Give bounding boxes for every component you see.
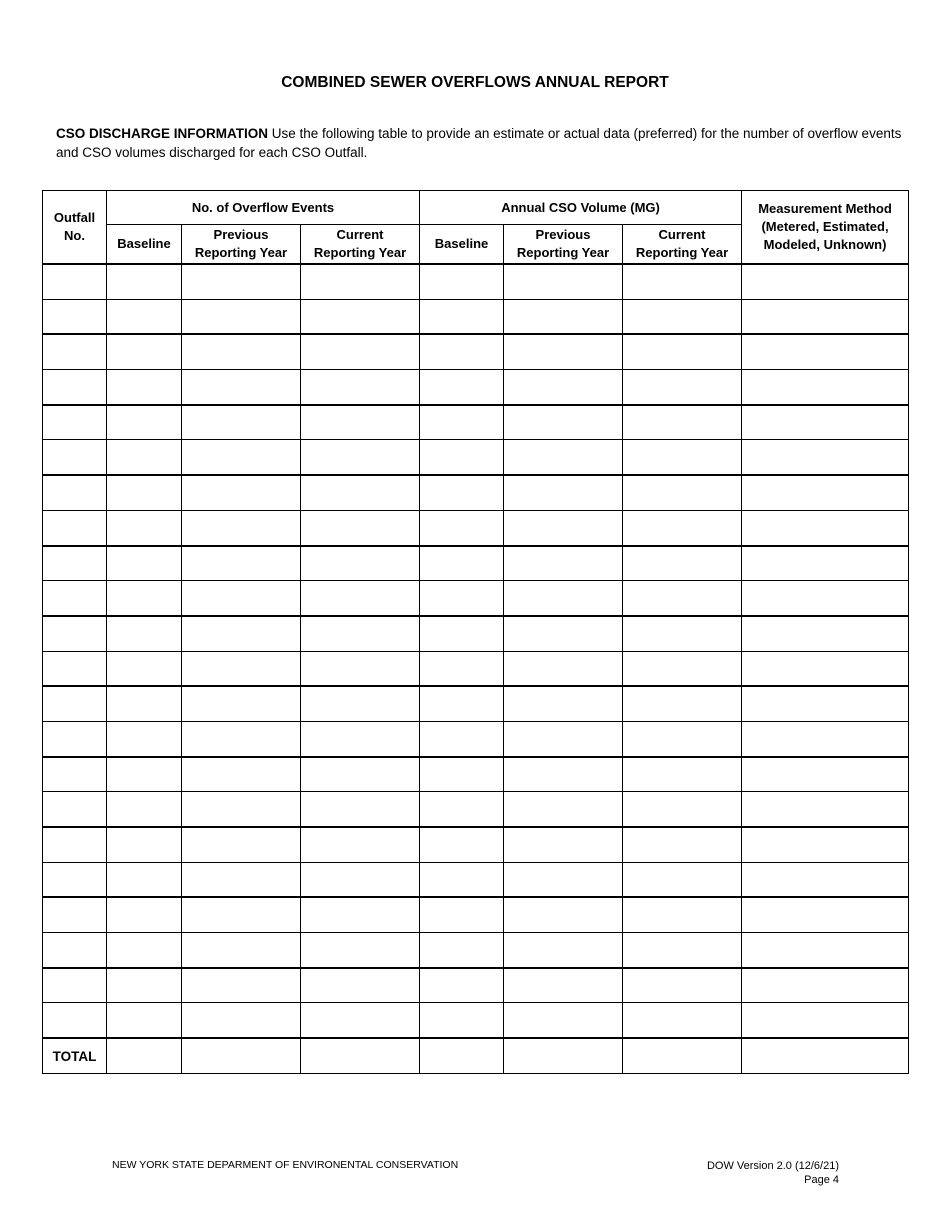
entry-cell[interactable] bbox=[107, 757, 182, 792]
entry-cell[interactable] bbox=[301, 1003, 420, 1038]
entry-cell[interactable] bbox=[504, 757, 623, 792]
entry-cell[interactable] bbox=[742, 581, 909, 616]
entry-cell[interactable] bbox=[182, 405, 301, 440]
entry-cell[interactable] bbox=[43, 757, 107, 792]
entry-cell[interactable] bbox=[43, 651, 107, 686]
entry-cell[interactable] bbox=[107, 721, 182, 756]
total-row bbox=[43, 1038, 909, 1074]
entry-cell[interactable] bbox=[43, 827, 107, 862]
entry-cell[interactable] bbox=[182, 475, 301, 510]
entry-cell[interactable] bbox=[107, 405, 182, 440]
table-row bbox=[43, 721, 909, 756]
entry-cell[interactable] bbox=[182, 757, 301, 792]
entry-cell[interactable] bbox=[420, 616, 504, 651]
entry-cell[interactable] bbox=[623, 792, 742, 827]
entry-cell[interactable] bbox=[742, 933, 909, 968]
entry-cell[interactable] bbox=[301, 686, 420, 721]
entry-cell[interactable] bbox=[742, 651, 909, 686]
entry-cell[interactable] bbox=[107, 264, 182, 299]
events-baseline-header: Baseline bbox=[107, 225, 182, 265]
entry-cell[interactable] bbox=[107, 651, 182, 686]
entry-cell[interactable] bbox=[43, 616, 107, 651]
entry-cell[interactable] bbox=[301, 721, 420, 756]
outfall-header-line2: No. bbox=[64, 228, 85, 243]
entry-cell[interactable] bbox=[182, 334, 301, 369]
entry-cell[interactable] bbox=[420, 862, 504, 897]
table-row bbox=[43, 862, 909, 897]
volume-previous-line1: Previous bbox=[535, 227, 591, 242]
entry-cell[interactable] bbox=[301, 510, 420, 545]
entry-cell[interactable] bbox=[504, 651, 623, 686]
events-previous-line1: Previous bbox=[213, 227, 269, 242]
entry-cell[interactable] bbox=[107, 440, 182, 475]
entry-cell[interactable] bbox=[182, 299, 301, 334]
events-current-line1: Current bbox=[336, 227, 384, 242]
outfall-header-line1: Outfall bbox=[53, 210, 96, 225]
table-body bbox=[43, 264, 909, 1038]
total-label: TOTAL bbox=[43, 1038, 107, 1074]
volume-current-line2: Reporting Year bbox=[635, 245, 729, 260]
total-cell[interactable] bbox=[182, 1038, 301, 1074]
volume-previous-header bbox=[504, 225, 623, 265]
entry-cell[interactable] bbox=[107, 299, 182, 334]
entry-cell[interactable] bbox=[420, 721, 504, 756]
table-row bbox=[43, 968, 909, 1003]
table-row bbox=[43, 475, 909, 510]
table-row bbox=[43, 299, 909, 334]
entry-cell[interactable] bbox=[301, 757, 420, 792]
entry-cell[interactable] bbox=[742, 792, 909, 827]
entry-cell[interactable] bbox=[504, 581, 623, 616]
entry-cell[interactable] bbox=[742, 897, 909, 932]
table-row bbox=[43, 581, 909, 616]
entry-cell[interactable] bbox=[504, 264, 623, 299]
entry-cell[interactable] bbox=[420, 1003, 504, 1038]
table-row bbox=[43, 933, 909, 968]
entry-cell[interactable] bbox=[420, 968, 504, 1003]
cso-volume-group-header: Annual CSO Volume (MG) bbox=[420, 191, 742, 225]
entry-cell[interactable] bbox=[742, 862, 909, 897]
entry-cell[interactable] bbox=[504, 370, 623, 405]
entry-cell[interactable] bbox=[420, 405, 504, 440]
method-header-line3: Modeled, Unknown) bbox=[763, 237, 887, 252]
entry-cell[interactable] bbox=[301, 616, 420, 651]
entry-cell[interactable] bbox=[420, 933, 504, 968]
entry-cell[interactable] bbox=[742, 264, 909, 299]
entry-cell[interactable] bbox=[420, 370, 504, 405]
measurement-method-header bbox=[742, 191, 909, 265]
volume-previous-line2: Reporting Year bbox=[516, 245, 610, 260]
total-cell[interactable] bbox=[107, 1038, 182, 1074]
entry-cell[interactable] bbox=[182, 686, 301, 721]
table-row bbox=[43, 510, 909, 545]
entry-cell[interactable] bbox=[504, 405, 623, 440]
table-row bbox=[43, 757, 909, 792]
entry-cell[interactable] bbox=[742, 968, 909, 1003]
events-previous-line2: Reporting Year bbox=[194, 245, 288, 260]
total-cell[interactable] bbox=[301, 1038, 420, 1074]
entry-cell[interactable] bbox=[107, 510, 182, 545]
table-row bbox=[43, 651, 909, 686]
entry-cell[interactable] bbox=[420, 475, 504, 510]
volume-current-line1: Current bbox=[658, 227, 706, 242]
entry-cell[interactable] bbox=[182, 370, 301, 405]
entry-cell[interactable] bbox=[623, 968, 742, 1003]
entry-cell[interactable] bbox=[301, 651, 420, 686]
entry-cell[interactable] bbox=[43, 581, 107, 616]
entry-cell[interactable] bbox=[43, 933, 107, 968]
entry-cell[interactable] bbox=[107, 1003, 182, 1038]
entry-cell[interactable] bbox=[623, 510, 742, 545]
entry-cell[interactable] bbox=[504, 510, 623, 545]
entry-cell[interactable] bbox=[182, 897, 301, 932]
entry-cell[interactable] bbox=[623, 405, 742, 440]
entry-cell[interactable] bbox=[420, 299, 504, 334]
entry-cell[interactable] bbox=[504, 475, 623, 510]
entry-cell[interactable] bbox=[504, 897, 623, 932]
entry-cell[interactable] bbox=[742, 616, 909, 651]
entry-cell[interactable] bbox=[420, 264, 504, 299]
entry-cell[interactable] bbox=[301, 334, 420, 369]
entry-cell[interactable] bbox=[107, 370, 182, 405]
entry-cell[interactable] bbox=[43, 475, 107, 510]
entry-cell[interactable] bbox=[623, 546, 742, 581]
entry-cell[interactable] bbox=[301, 827, 420, 862]
table-row bbox=[43, 686, 909, 721]
entry-cell[interactable] bbox=[182, 862, 301, 897]
entry-cell[interactable] bbox=[301, 862, 420, 897]
entry-cell[interactable] bbox=[182, 440, 301, 475]
entry-cell[interactable] bbox=[43, 792, 107, 827]
table-row bbox=[43, 405, 909, 440]
entry-cell[interactable] bbox=[420, 440, 504, 475]
entry-cell[interactable] bbox=[182, 721, 301, 756]
entry-cell[interactable] bbox=[107, 792, 182, 827]
entry-cell[interactable] bbox=[504, 792, 623, 827]
entry-cell[interactable] bbox=[623, 1003, 742, 1038]
entry-cell[interactable] bbox=[623, 757, 742, 792]
entry-cell[interactable] bbox=[107, 862, 182, 897]
entry-cell[interactable] bbox=[504, 440, 623, 475]
entry-cell[interactable] bbox=[504, 334, 623, 369]
events-previous-header bbox=[182, 225, 301, 265]
entry-cell[interactable] bbox=[420, 334, 504, 369]
entry-cell[interactable] bbox=[182, 792, 301, 827]
entry-cell[interactable] bbox=[182, 827, 301, 862]
entry-cell[interactable] bbox=[107, 686, 182, 721]
entry-cell[interactable] bbox=[43, 897, 107, 932]
entry-cell[interactable] bbox=[742, 405, 909, 440]
entry-cell[interactable] bbox=[742, 440, 909, 475]
entry-cell[interactable] bbox=[742, 475, 909, 510]
entry-cell[interactable] bbox=[623, 686, 742, 721]
entry-cell[interactable] bbox=[43, 686, 107, 721]
entry-cell[interactable] bbox=[43, 968, 107, 1003]
entry-cell[interactable] bbox=[107, 897, 182, 932]
entry-cell[interactable] bbox=[504, 968, 623, 1003]
total-cell[interactable] bbox=[420, 1038, 504, 1074]
total-cell[interactable] bbox=[742, 1038, 909, 1074]
entry-cell[interactable] bbox=[301, 792, 420, 827]
entry-cell[interactable] bbox=[182, 264, 301, 299]
entry-cell[interactable] bbox=[301, 968, 420, 1003]
entry-cell[interactable] bbox=[623, 370, 742, 405]
entry-cell[interactable] bbox=[742, 721, 909, 756]
intro-heading: CSO DISCHARGE INFORMATION bbox=[56, 126, 268, 141]
entry-cell[interactable] bbox=[43, 1003, 107, 1038]
table-row bbox=[43, 264, 909, 299]
entry-cell[interactable] bbox=[420, 897, 504, 932]
entry-cell[interactable] bbox=[43, 405, 107, 440]
entry-cell[interactable] bbox=[623, 264, 742, 299]
table-row bbox=[43, 897, 909, 932]
table-row bbox=[43, 616, 909, 651]
entry-cell[interactable] bbox=[504, 686, 623, 721]
entry-cell[interactable] bbox=[301, 933, 420, 968]
entry-cell[interactable] bbox=[623, 475, 742, 510]
entry-cell[interactable] bbox=[742, 546, 909, 581]
overflow-events-group-header: No. of Overflow Events bbox=[107, 191, 420, 225]
footer-version-block bbox=[700, 1159, 839, 1187]
table-row bbox=[43, 792, 909, 827]
entry-cell[interactable] bbox=[301, 581, 420, 616]
entry-cell[interactable] bbox=[623, 616, 742, 651]
volume-current-header bbox=[623, 225, 742, 265]
entry-cell[interactable] bbox=[742, 334, 909, 369]
entry-cell[interactable] bbox=[623, 581, 742, 616]
entry-cell[interactable] bbox=[43, 721, 107, 756]
entry-cell[interactable] bbox=[182, 1003, 301, 1038]
entry-cell[interactable] bbox=[623, 651, 742, 686]
entry-cell[interactable] bbox=[301, 440, 420, 475]
entry-cell[interactable] bbox=[742, 370, 909, 405]
entry-cell[interactable] bbox=[623, 897, 742, 932]
table-row bbox=[43, 440, 909, 475]
entry-cell[interactable] bbox=[623, 440, 742, 475]
entry-cell[interactable] bbox=[504, 546, 623, 581]
entry-cell[interactable] bbox=[623, 721, 742, 756]
entry-cell[interactable] bbox=[182, 581, 301, 616]
entry-cell[interactable] bbox=[742, 686, 909, 721]
entry-cell[interactable] bbox=[420, 827, 504, 862]
table-row bbox=[43, 334, 909, 369]
entry-cell[interactable] bbox=[504, 862, 623, 897]
entry-cell[interactable] bbox=[623, 827, 742, 862]
entry-cell[interactable] bbox=[182, 546, 301, 581]
method-header-line1: Measurement Method bbox=[758, 201, 892, 216]
entry-cell[interactable] bbox=[623, 933, 742, 968]
entry-cell[interactable] bbox=[623, 334, 742, 369]
entry-cell[interactable] bbox=[623, 862, 742, 897]
entry-cell[interactable] bbox=[182, 651, 301, 686]
footer-page-number: Page 4 bbox=[804, 1174, 839, 1186]
entry-cell[interactable] bbox=[107, 827, 182, 862]
entry-cell[interactable] bbox=[43, 299, 107, 334]
entry-cell[interactable] bbox=[182, 933, 301, 968]
footer-version: DOW Version 2.0 (12/6/21) bbox=[706, 1160, 839, 1172]
entry-cell[interactable] bbox=[742, 299, 909, 334]
entry-cell[interactable] bbox=[504, 1003, 623, 1038]
entry-cell[interactable] bbox=[420, 510, 504, 545]
footer-agency: NEW YORK STATE DEPARMENT OF ENVIRONENTAL CONSERVATION bbox=[112, 1159, 459, 1171]
entry-cell[interactable] bbox=[301, 546, 420, 581]
entry-cell[interactable] bbox=[420, 757, 504, 792]
entry-cell[interactable] bbox=[301, 405, 420, 440]
table-row bbox=[43, 1003, 909, 1038]
entry-cell[interactable] bbox=[43, 264, 107, 299]
outfall-header bbox=[43, 191, 107, 265]
total-cell[interactable] bbox=[623, 1038, 742, 1074]
events-current-line2: Reporting Year bbox=[313, 245, 407, 260]
entry-cell[interactable] bbox=[742, 757, 909, 792]
volume-baseline-header: Baseline bbox=[420, 225, 504, 265]
entry-cell[interactable] bbox=[107, 933, 182, 968]
entry-cell[interactable] bbox=[301, 475, 420, 510]
page-title: COMBINED SEWER OVERFLOWS ANNUAL REPORT bbox=[281, 74, 669, 91]
entry-cell[interactable] bbox=[43, 440, 107, 475]
entry-cell[interactable] bbox=[420, 686, 504, 721]
entry-cell[interactable] bbox=[43, 334, 107, 369]
entry-cell[interactable] bbox=[43, 546, 107, 581]
intro-paragraph bbox=[56, 124, 906, 162]
entry-cell[interactable] bbox=[107, 334, 182, 369]
entry-cell[interactable] bbox=[43, 862, 107, 897]
table-row bbox=[43, 546, 909, 581]
entry-cell[interactable] bbox=[182, 968, 301, 1003]
entry-cell[interactable] bbox=[504, 299, 623, 334]
table-row bbox=[43, 370, 909, 405]
entry-cell[interactable] bbox=[504, 933, 623, 968]
entry-cell[interactable] bbox=[742, 827, 909, 862]
entry-cell[interactable] bbox=[301, 897, 420, 932]
entry-cell[interactable] bbox=[43, 370, 107, 405]
entry-cell[interactable] bbox=[742, 510, 909, 545]
entry-cell[interactable] bbox=[504, 827, 623, 862]
entry-cell[interactable] bbox=[504, 616, 623, 651]
entry-cell[interactable] bbox=[182, 510, 301, 545]
entry-cell[interactable] bbox=[420, 546, 504, 581]
table-row bbox=[43, 827, 909, 862]
method-header-line2: (Metered, Estimated, bbox=[761, 219, 889, 234]
entry-cell[interactable] bbox=[420, 792, 504, 827]
entry-cell[interactable] bbox=[742, 1003, 909, 1038]
intro-text: Use the following table to provide an estimate or actual data (preferred) for the number of overflow events and CSO volumes discharged for each CSO Outfall. bbox=[56, 126, 902, 160]
cso-discharge-table bbox=[42, 190, 909, 1074]
entry-cell[interactable] bbox=[301, 370, 420, 405]
entry-cell[interactable] bbox=[623, 299, 742, 334]
entry-cell[interactable] bbox=[107, 616, 182, 651]
entry-cell[interactable] bbox=[43, 510, 107, 545]
entry-cell[interactable] bbox=[420, 651, 504, 686]
entry-cell[interactable] bbox=[107, 581, 182, 616]
events-current-header bbox=[301, 225, 420, 265]
entry-cell[interactable] bbox=[301, 299, 420, 334]
total-cell[interactable] bbox=[504, 1038, 623, 1074]
entry-cell[interactable] bbox=[107, 475, 182, 510]
entry-cell[interactable] bbox=[107, 968, 182, 1003]
entry-cell[interactable] bbox=[182, 616, 301, 651]
entry-cell[interactable] bbox=[420, 581, 504, 616]
entry-cell[interactable] bbox=[301, 264, 420, 299]
entry-cell[interactable] bbox=[504, 721, 623, 756]
entry-cell[interactable] bbox=[107, 546, 182, 581]
